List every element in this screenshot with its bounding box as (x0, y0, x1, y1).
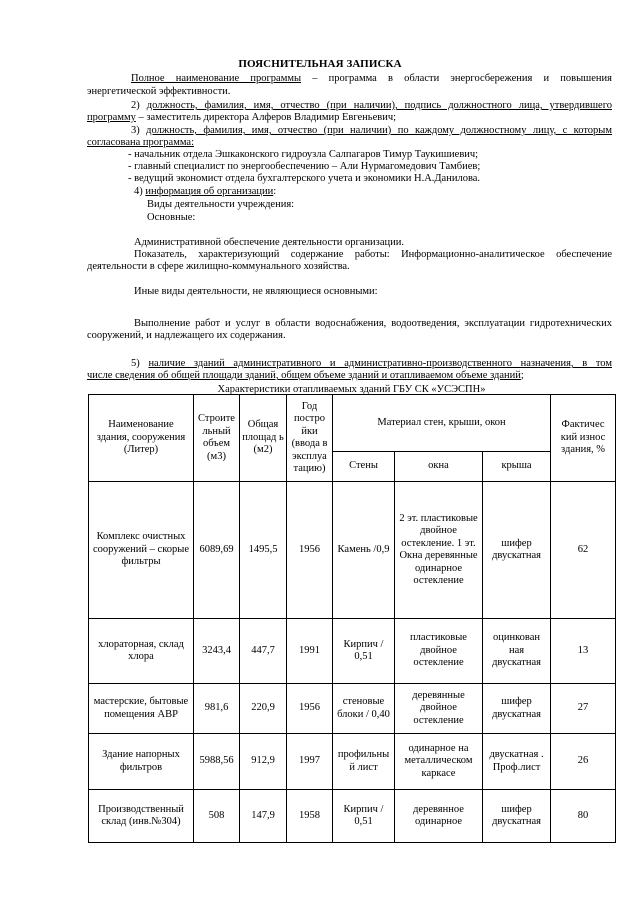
cell-volume: 3243,4 (194, 619, 240, 684)
p1-line1 (131, 73, 612, 85)
p4-main: Основные: (147, 212, 196, 223)
cell-walls: стеновые блоки / 0,40 (333, 684, 395, 734)
p5-underlined-1: наличие зданий административного и административно-производственного назначения, в том (148, 358, 612, 369)
cell-year: 1997 (287, 734, 333, 790)
header-roof: крыша (483, 452, 551, 482)
p2-num: 2) (131, 100, 147, 111)
cell-area: 912,9 (240, 734, 287, 790)
header-name: Наименование здания, сооружения (Литер) (89, 395, 194, 482)
p2-line1 (131, 100, 612, 112)
p3-underlined: должность, фамилия, имя, отчество (при наличии) по каждому должностному лицу, с которым (146, 125, 613, 136)
cell-windows: 2 эт. пластиковые двойное остекление. 1 эт. Окна деревянные одинарное остекление (395, 482, 483, 619)
cell-area: 147,9 (240, 790, 287, 843)
cell-roof: двускатная . Проф.лист (483, 734, 551, 790)
p4-indicator-line1: Показатель, характеризующий содержание работы: Информационно-аналитическое обеспечение (134, 249, 612, 260)
p4-other: Иные виды деятельности, не являющиеся основными: (134, 286, 378, 297)
p1-underlined: Полное наименование программы (131, 73, 302, 84)
p3-line2 (87, 137, 194, 149)
cell-area: 447,7 (240, 619, 287, 684)
p4-main-text: Административной обеспечение деятельности организации. (134, 237, 404, 248)
p4-underlined: информация об организации (145, 186, 274, 197)
cell-windows: пластиковые двойное остекление (395, 619, 483, 684)
cell-walls: Кирпич / 0,51 (333, 619, 395, 684)
cell-windows: одинарное на металлическом каркасе (395, 734, 483, 790)
header-material: Материал стен, крыши, окон (333, 395, 551, 452)
cell-year: 1956 (287, 684, 333, 734)
p4-line1 (134, 186, 276, 198)
table-row (89, 790, 616, 843)
cell-roof: шифер двускатная (483, 790, 551, 843)
p3-item-2: - главный специалист по энергообеспечению – Али Нурмагомедович Тамбиев; (128, 161, 481, 172)
p4-other-text-line2: сооружений, и надлежащего их содержания. (87, 330, 286, 341)
cell-walls: Кирпич / 0,51 (333, 790, 395, 843)
cell-windows: деревянное одинарное (395, 790, 483, 843)
cell-name: Производственный склад (инв.№304) (89, 790, 194, 843)
header-volume: Строите льный объем (м3) (194, 395, 240, 482)
cell-volume: 6089,69 (194, 482, 240, 619)
p5-num: 5) (131, 358, 149, 369)
table-row (89, 734, 616, 790)
table-row (89, 482, 616, 619)
cell-area: 220,9 (240, 684, 287, 734)
cell-name: Здание напорных фильтров (89, 734, 194, 790)
table-caption: Характеристики отапливаемых зданий ГБУ СК «УСЭСПН» (217, 384, 486, 395)
cell-roof: шифер двускатная (483, 684, 551, 734)
cell-wear: 62 (551, 482, 616, 619)
cell-volume: 5988,56 (194, 734, 240, 790)
table-row (89, 684, 616, 734)
cell-walls: профильны й лист (333, 734, 395, 790)
p4-num: 4) (134, 186, 146, 197)
p3-line2-underlined: согласована программа: (87, 137, 195, 148)
cell-year: 1991 (287, 619, 333, 684)
cell-name: Комплекс очистных сооружений – скорые фильтры (89, 482, 194, 619)
cell-wear: 26 (551, 734, 616, 790)
p1-line2: энергетической эффективности. (87, 86, 231, 97)
cell-volume: 508 (194, 790, 240, 843)
p5-line1 (131, 358, 612, 370)
p2-line2-rest: – заместитель директора Алферов Владимир Евгеньевич; (135, 112, 397, 123)
p4-colon: : (273, 186, 277, 197)
cell-roof: оцинкован ная двускатная (483, 619, 551, 684)
p5-tail: ; (520, 370, 524, 381)
p3-line1 (131, 125, 612, 137)
document-title: ПОЯСНИТЕЛЬНАЯ ЗАПИСКА (238, 58, 402, 70)
cell-windows: деревянные двойное остекление (395, 684, 483, 734)
p4-other-text-line1: Выполнение работ и услуг в области водоснабжения, водоотведения, эксплуатации гидротехнических (134, 318, 612, 329)
table-row (89, 619, 616, 684)
header-windows: окна (395, 452, 483, 482)
header-area: Общая площад ь (м2) (240, 395, 287, 482)
cell-walls: Камень /0,9 (333, 482, 395, 619)
cell-wear: 80 (551, 790, 616, 843)
cell-area: 1495,5 (240, 482, 287, 619)
table-header-row-1 (89, 395, 616, 452)
cell-roof: шифер двускатная (483, 482, 551, 619)
p4-activities: Виды деятельности учреждения: (147, 199, 295, 210)
p3-item-1: - начальник отдела Эшкаконского гидроузла Салпагаров Тимур Таукишиевич; (128, 149, 479, 160)
cell-name: мастерские, бытовые помещения АВР (89, 684, 194, 734)
header-walls: Стены (333, 452, 395, 482)
cell-volume: 981,6 (194, 684, 240, 734)
cell-year: 1958 (287, 790, 333, 843)
p1-rest: – программа в области энергосбережения и повышения (301, 73, 612, 84)
header-wear: Фактичес кий износ здания, % (551, 395, 616, 482)
p3-item-3: - ведущий экономист отдела бухгалтерского учета и экономики Н.А.Данилова. (128, 173, 481, 184)
p5-underlined-2: числе сведения об общей площади зданий, общем объеме зданий и отапливаемом объеме зданий (87, 370, 521, 381)
p5-line2 (87, 370, 524, 382)
p4-indicator-line2: деятельности в сфере жилищно-коммунального хозяйства. (87, 261, 350, 272)
cell-name: хлораторная, склад хлора (89, 619, 194, 684)
p2-line2 (87, 112, 396, 124)
header-year: Год постро йки (ввода в эксплуа тацию) (287, 395, 333, 482)
buildings-table (88, 394, 616, 843)
cell-wear: 13 (551, 619, 616, 684)
p3-num: 3) (131, 125, 147, 136)
cell-wear: 27 (551, 684, 616, 734)
p2-underlined: должность, фамилия, имя, отчество (при наличии), подпись должностного лица, утвердившего (146, 100, 612, 111)
p2-line2-underlined: программу (87, 112, 136, 123)
cell-year: 1956 (287, 482, 333, 619)
